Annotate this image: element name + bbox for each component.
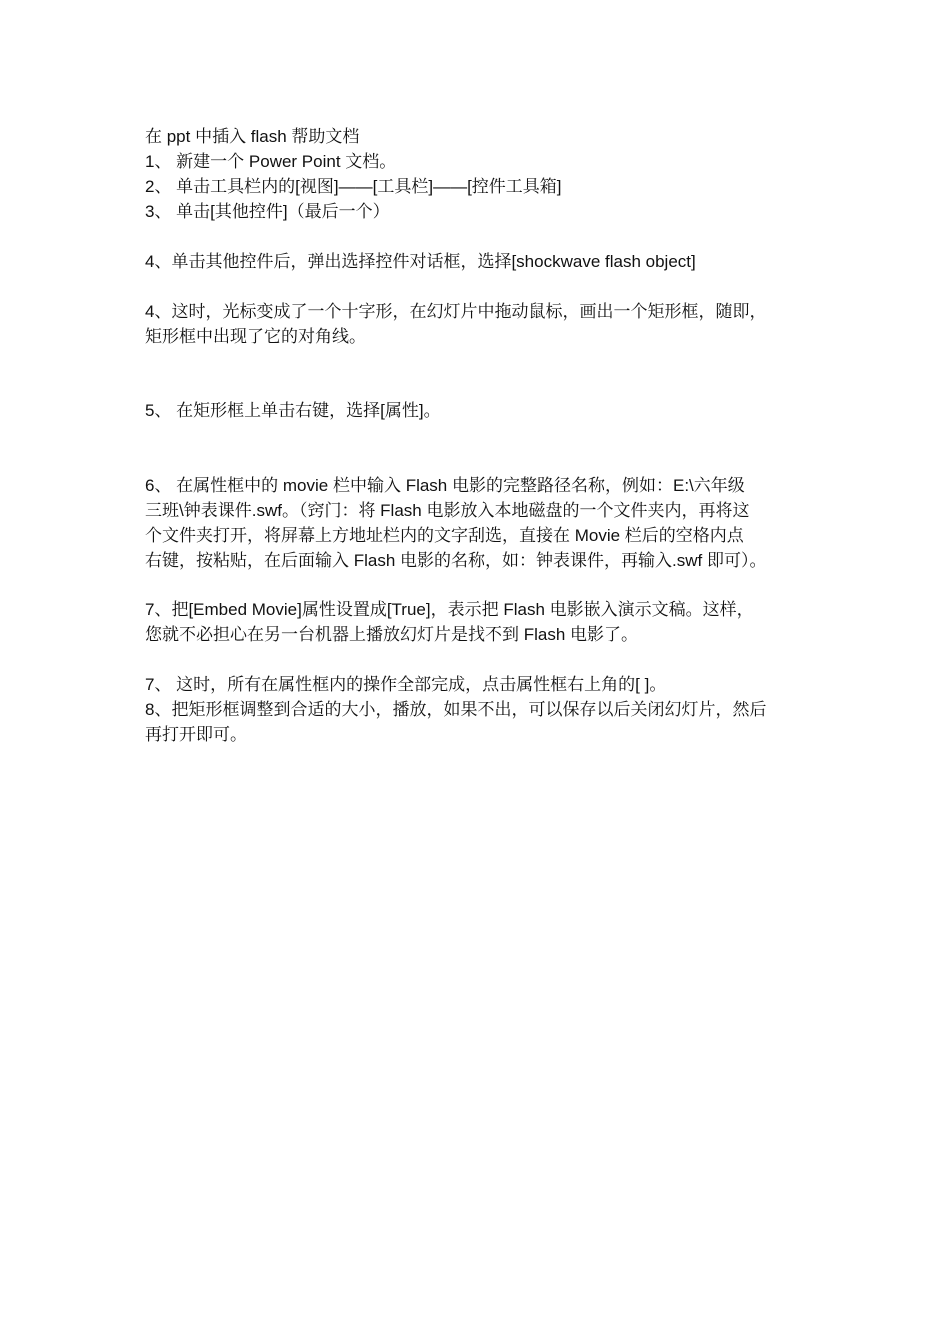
step-6-line-2: 三班\钟表课件.swf。（窍门：将 Flash 电影放入本地磁盘的一个文件夹内，再将这 [145,501,750,520]
step-7b-line: 7、 这时，所有在属性框内的操作全部完成，点击属性框右上角的[ ]。 [145,675,667,694]
step-6-line-3: 个文件夹打开，将屏幕上方地址栏内的文字刮选，直接在 Movie 栏后的空格内点 [145,526,744,545]
step-8-line-2: 再打开即可。 [145,725,247,744]
step-5-line: 5、 在矩形框上单击右键，选择[属性]。 [145,401,441,420]
step-4a-line: 4、单击其他控件后，弹出选择控件对话框，选择[shockwave flash object] [145,252,696,271]
step-1-line: 1、 新建一个 Power Point 文档。 [145,152,397,171]
step-8-line-1: 8、把矩形框调整到合适的大小，播放，如果不出，可以保存以后关闭幻灯片，然后 [145,700,767,719]
step-4b-line-1: 4、这时，光标变成了一个十字形，在幻灯片中拖动鼠标，画出一个矩形框，随即， [145,302,767,321]
step-7a-line-2: 您就不必担心在另一台机器上播放幻灯片是找不到 Flash 电影了。 [145,625,639,644]
step-6-line-1: 6、 在属性框中的 movie 栏中输入 Flash 电影的完整路径名称，例如：E:\六年级 [145,476,745,495]
step-7a-line-1: 7、把[Embed Movie]属性设置成[True]，表示把 Flash 电影嵌入演示文稿。这样， [145,600,754,619]
step-4b-line-2: 矩形框中出现了它的对角线。 [145,327,366,346]
document-title: 在 ppt 中插入 flash 帮助文档 [145,127,360,146]
step-3-line: 3、 单击[其他控件]（最后一个） [145,202,390,221]
step-6-line-4: 右键，按粘贴，在后面输入 Flash 电影的名称，如：钟表课件，再输入.swf 即可）。 [145,551,767,570]
step-2-line: 2、 单击工具栏内的[视图]——[工具栏]——[控件工具箱] [145,177,562,196]
